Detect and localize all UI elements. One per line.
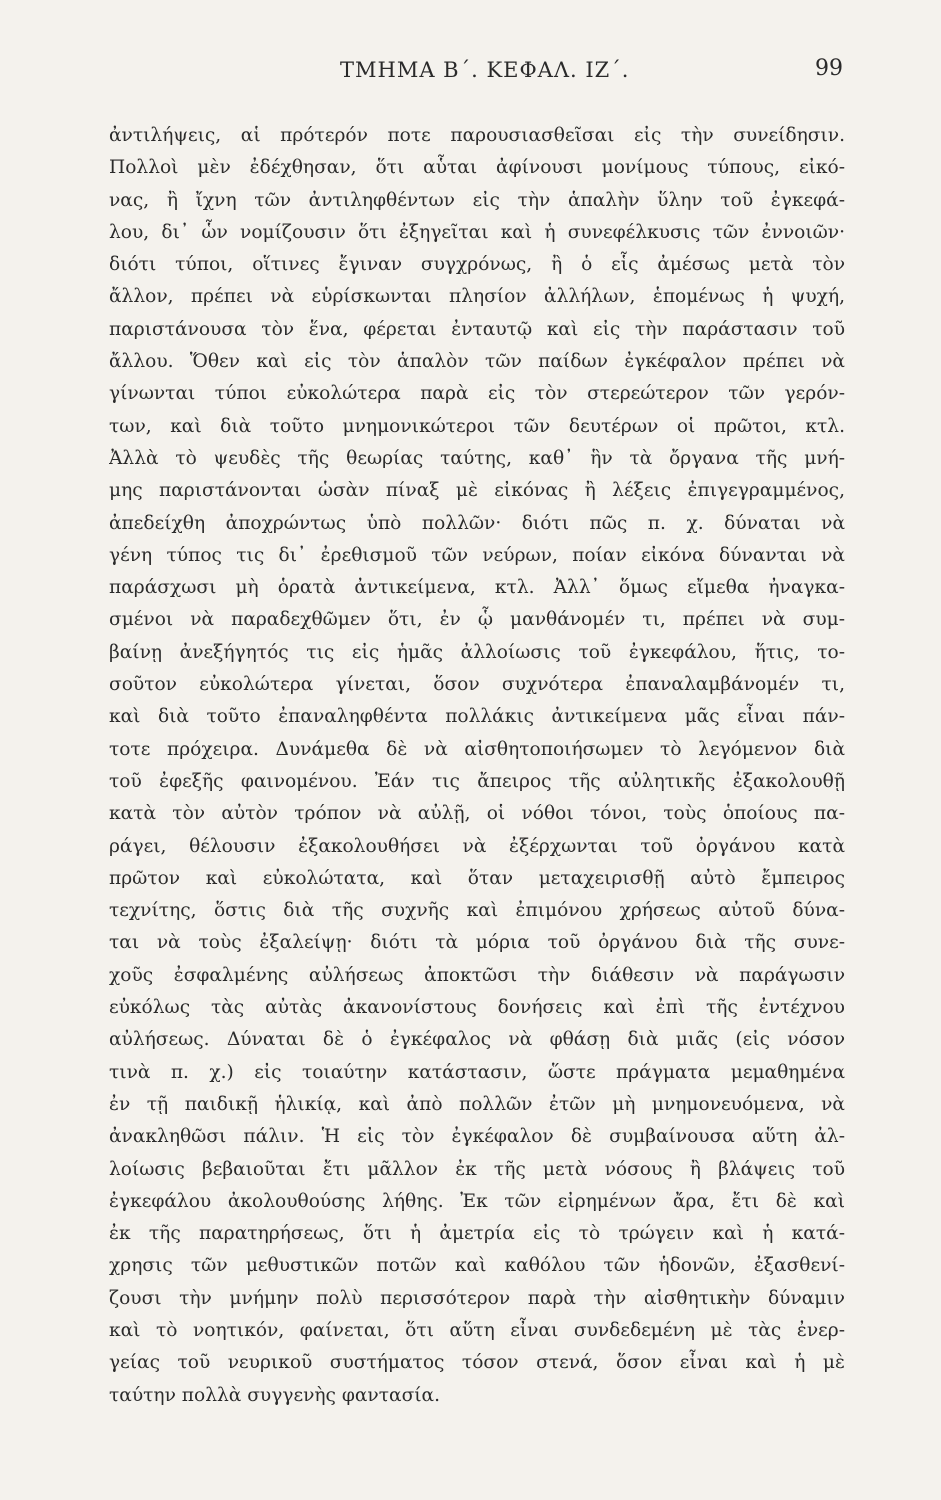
text-line: νας, ἢ ἴχνη τῶν ἀντιληφθέντων εἰς τὴν ἁπαλὴν ὕλην τοῦ ἐγκεφά- <box>109 189 845 211</box>
text-line: αὐλήσεως. Δύναται δὲ ὁ ἐγκέφαλος νὰ φθάσῃ διὰ μιᾶς (εἰς νόσον <box>109 1029 845 1051</box>
text-line: Πολλοὶ μὲν ἐδέχθησαν, ὅτι αὗται ἀφίνουσι μονίμους τύπους, εἰκό- <box>109 157 845 179</box>
text-line: Ἀλλὰ τὸ ψευδὲς τῆς θεωρίας ταύτης, καθ᾽ ἣν τὰ ὄργανα τῆς μνή- <box>109 447 845 469</box>
page-number: 99 <box>815 56 843 81</box>
text-line: χοῦς ἐσφαλμένης αὐλήσεως ἀποκτῶσι τὴν διάθεσιν νὰ παράγωσιν <box>109 964 845 986</box>
text-line: μης παριστάνονται ὡσὰν πίναξ μὲ εἰκόνας ἢ λέξεις ἐπιγεγραμμένος, <box>109 480 845 502</box>
text-line: πρῶτον καὶ εὐκολώτατα, καὶ ὅταν μεταχειρισθῇ αὐτὸ ἔμπειρος <box>109 867 845 889</box>
text-line: ται νὰ τοὺς ἐξαλείψῃ· διότι τὰ μόρια τοῦ ὀργάνου διὰ τῆς συνε- <box>109 932 845 954</box>
text-line: γίνωνται τύποι εὐκολώτερα παρὰ εἰς τὸν στερεώτερον τῶν γερόν- <box>109 383 845 405</box>
text-line: τινὰ π. χ.) εἰς τοιαύτην κατάστασιν, ὥστε πράγματα μεμαθημένα <box>109 1061 845 1083</box>
text-line: τοτε πρόχειρα. Δυνάμεθα δὲ νὰ αἰσθητοποιήσωμεν τὸ λεγόμενον διὰ <box>109 738 845 760</box>
text-line: χρησις τῶν μεθυστικῶν ποτῶν καὶ καθόλου τῶν ἡδονῶν, ἐξασθενί- <box>109 1255 845 1277</box>
chapter-header: ΤΜΗΜΑ Β΄. ΚΕΦΑΛ. ΙΖ΄. <box>340 58 630 82</box>
text-line: ἐκ τῆς παρατηρήσεως, ὅτι ἡ ἀμετρία εἰς τὸ τρώγειν καὶ ἡ κατά- <box>109 1223 845 1245</box>
text-line: ἀντιλήψεις, αἱ πρότερόν ποτε παρουσιασθεῖσαι εἰς τὴν συνείδησιν. <box>109 125 845 146</box>
text-line: παράσχωσι μὴ ὁρατὰ ἀντικείμενα, κτλ. Ἀλλ᾽ ὅμως εἴμεθα ἠναγκα- <box>109 577 845 599</box>
text-line: ταύτην πολλὰ συγγενὴς φαντασία. <box>109 1384 441 1406</box>
text-line: ἀνακληθῶσι πάλιν. Ἡ εἰς τὸν ἐγκέφαλον δὲ συμβαίνουσα αὕτη ἀλ- <box>109 1126 845 1148</box>
text-line: τοῦ ἐφεξῆς φαινομένου. Ἐάν τις ἄπειρος τῆς αὐλητικῆς ἐξακολουθῇ <box>109 770 845 792</box>
text-line: των, καὶ διὰ τοῦτο μνημονικώτεροι τῶν δευτέρων οἱ πρῶτοι, κτλ. <box>109 415 845 437</box>
text-line: καὶ διὰ τοῦτο ἐπαναληφθέντα πολλάκις ἀντικείμενα μᾶς εἶναι πάν- <box>109 706 845 728</box>
text-line: λου, δι᾽ ὧν νομίζουσιν ὅτι ἐξηγεῖται καὶ ἡ συνεφέλκυσις τῶν ἐννοιῶν· <box>109 221 845 243</box>
text-line: κατὰ τὸν αὐτὸν τρόπον νὰ αὐλῇ, οἱ νόθοι τόνοι, τοὺς ὁποίους πα- <box>109 803 845 825</box>
text-line: βαίνῃ ἀνεξήγητός τις εἰς ἡμᾶς ἀλλοίωσις τοῦ ἐγκεφάλου, ἥτις, το- <box>109 641 845 663</box>
text-line: σοῦτον εὐκολώτερα γίνεται, ὅσον συχνότερα ἐπαναλαμβάνομέν τι, <box>109 674 845 696</box>
text-line: γείας τοῦ νευρικοῦ συστήματος τόσον στενά, ὅσον εἶναι καὶ ἡ μὲ <box>109 1352 845 1374</box>
running-head <box>0 58 941 88</box>
text-line: ἀπεδείχθη ἀποχρώντως ὑπὸ πολλῶν· διότι πῶς π. χ. δύναται νὰ <box>109 512 845 534</box>
text-line: διότι τύποι, οἵτινες ἔγιναν συγχρόνως, ἢ ὁ εἷς ἀμέσως μετὰ τὸν <box>109 254 845 276</box>
text-line: τεχνίτης, ὅστις διὰ τῆς συχνῆς καὶ ἐπιμόνου χρήσεως αὐτοῦ δύνα- <box>109 900 845 922</box>
text-line: παριστάνουσα τὸν ἕνα, φέρεται ἐνταυτῷ καὶ εἰς τὴν παράστασιν τοῦ <box>109 318 845 340</box>
text-line: γένη τύπος τις δι᾽ ἐρεθισμοῦ τῶν νεύρων, ποίαν εἰκόνα δύνανται νὰ <box>109 544 845 566</box>
text-line: ἄλλου. Ὅθεν καὶ εἰς τὸν ἁπαλὸν τῶν παίδων ἐγκέφαλον πρέπει νὰ <box>109 351 845 373</box>
body-text <box>109 120 845 1412</box>
text-line: σμένοι νὰ παραδεχθῶμεν ὅτι, ἐν ᾧ μανθάνομέν τι, πρέπει νὰ συμ- <box>109 609 845 631</box>
text-line: εὐκόλως τὰς αὐτὰς ἀκανονίστους δονήσεις καὶ ἐπὶ τῆς ἐντέχνου <box>109 997 845 1019</box>
text-line: ἐγκεφάλου ἀκολουθούσης λήθης. Ἐκ τῶν εἰρημένων ἄρα, ἔτι δὲ καὶ <box>109 1190 845 1212</box>
text-line: ἐν τῇ παιδικῇ ἡλικίᾳ, καὶ ἀπὸ πολλῶν ἐτῶν μὴ μνημονευόμενα, νὰ <box>109 1093 845 1115</box>
text-line: ζουσι τὴν μνήμην πολὺ περισσότερον παρὰ τὴν αἰσθητικὴν δύναμιν <box>109 1287 845 1309</box>
text-line: ράγει, θέλουσιν ἐξακολουθήσει νὰ ἐξέρχωνται τοῦ ὀργάνου κατὰ <box>109 835 845 857</box>
text-line: ἄλλον, πρέπει νὰ εὑρίσκωνται πλησίον ἀλλήλων, ἑπομένως ἡ ψυχή, <box>109 286 845 308</box>
text-line: λοίωσις βεβαιοῦται ἔτι μᾶλλον ἐκ τῆς μετὰ νόσους ἢ βλάψεις τοῦ <box>109 1158 845 1180</box>
text-line: καὶ τὸ νοητικόν, φαίνεται, ὅτι αὕτη εἶναι συνδεδεμένη μὲ τὰς ἐνερ- <box>109 1319 845 1341</box>
